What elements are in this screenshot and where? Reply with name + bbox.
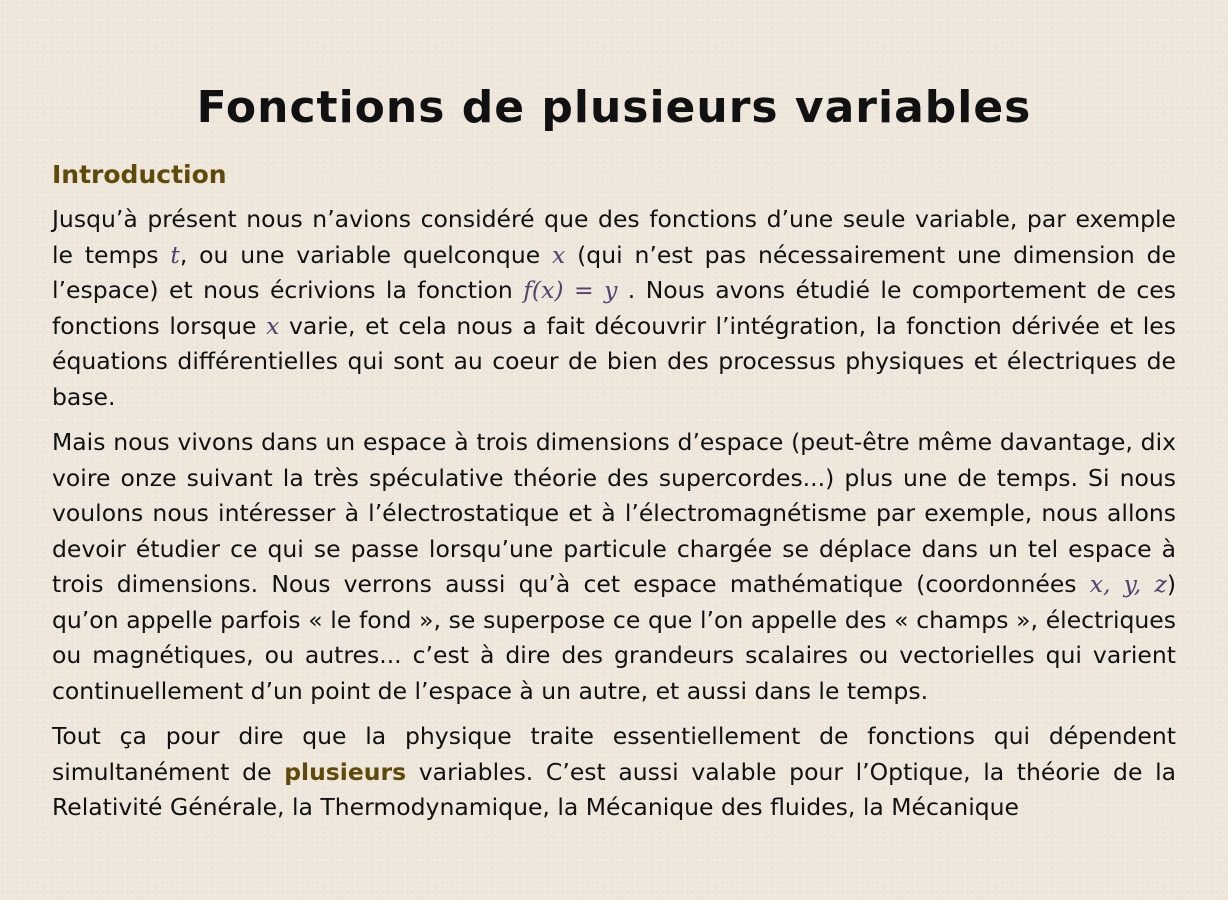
document-page (52, 0, 1176, 826)
math-x: x (266, 311, 280, 340)
math-x: x (552, 240, 566, 269)
emphasis-plusieurs: plusieurs (284, 757, 407, 786)
paragraph-2 (52, 425, 1176, 709)
paragraph-1 (52, 202, 1176, 415)
text-run: Jusqu’à présent nous n’avions considéré que des fonctions d’une seule variable, par exemple le temps (52, 205, 1176, 269)
text-run: ) qu’on appelle parfois « le fond », se superpose ce que l’on appelle des « champs », électriques ou magnétiques, ou autres... c’est à dire des grandeurs scalaires ou vectorielles qui varient continuellement d’un point de l’espace à un autre, et aussi dans le temps. (52, 570, 1176, 705)
page-title: Fonctions de plusieurs variables (196, 82, 1032, 133)
text-run: , ou une variable quelconque (179, 240, 553, 269)
section-heading: Introduction (52, 160, 227, 189)
text-run: . Nous avons étudié le comportement de ces fonctions lorsque (52, 276, 1176, 340)
math-function: f(x) = y (523, 276, 618, 304)
text-run: (qui n’est pas nécessairement une dimension de l’espace) et nous écrivions la fonction (52, 240, 1177, 304)
math-t: t (170, 240, 180, 269)
text-run: Mais nous vivons dans un espace à trois dimensions d’espace (peut-être même davantage, dix voire onze suivant la très spéculative théorie des supercordes...) plus une de temps. Si nous voulons nous intéresser à l’électrostatique et à l’électromagnétisme par exemple, nous allons devoir étudier ce qui se passe lorsqu’une particule chargée se déplace dans un tel espace à trois dimensions. Nous verrons aussi qu’à cet espace mathématique (coordonnées (52, 428, 1176, 598)
math-coordinates: x, y, z (1089, 570, 1167, 598)
text-run: variables. C’est aussi valable pour l’Optique, la théorie de la Relativité Générale, la Thermodynamique, la Mécanique des fluides, la Mécanique (52, 757, 1176, 821)
text-run: varie, et cela nous a fait découvrir l’intégration, la fonction dérivée et les équations différentielles qui sont au coeur de bien des processus physiques et électriques de base. (52, 311, 1176, 411)
text-run: Tout ça pour dire que la physique traite essentiellement de fonctions qui dépendent simultanément de (52, 722, 1176, 786)
paragraph-3 (52, 719, 1176, 826)
